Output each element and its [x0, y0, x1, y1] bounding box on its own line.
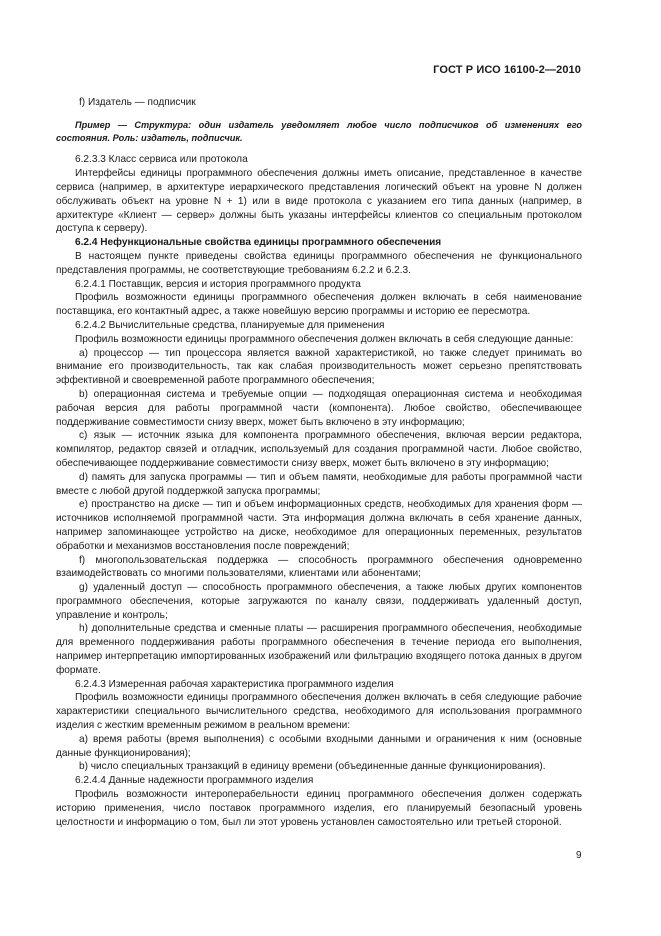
section-heading: 6.2.3.3 Класс сервиса или протокола — [75, 154, 248, 166]
paragraph: g) удаленный доступ — способность программного обеспечения, а также любых других компонентов программного обеспечения, которые загружаются по каналу связи, поддерживать удаленный доступ, управление и контроль; — [56, 582, 582, 621]
paragraph: Профиль возможности интероперабельности единиц программного обеспечения должен содержать историю применения, число поставок программного изделия, его планируемый безопасный уровень целостности и информацию о том, был ли этот уровень установлен самостоятельно или третьей стороной. — [56, 789, 582, 828]
section-heading: 6.2.4.4 Данные надежности программного изделия — [75, 775, 314, 787]
paragraph: c) язык — источник языка для компонента программного обеспечения, включая версии редактора, компилятор, редактор связей и отладчик, используемый для создания программной части. Любое свойство, обеспечивающее поддерживание совместимости снизу вверх, может быть включено в эту информацию; — [56, 430, 582, 469]
paragraph: b) операционная система и требуемые опции — подходящая операционная система и необходимая рабочая версия для работы программной части (компонента). Любое свойство, обеспечивающее поддерживание совместимости снизу вверх, может быть включено в эту информацию; — [56, 388, 582, 428]
paragraph: f) многопользовательская поддержка — способность программного обеспечения одновременно взаимодействовать со многими пользователями, клиентами или абонентами; — [56, 554, 582, 580]
paragraph: b) число специальных транзакций в единицу времени (объединенные данные функционирования). — [79, 761, 546, 773]
section-heading: 6.2.4 Нефункциональные свойства единицы программного обеспечения — [75, 237, 442, 249]
paragraph: Профиль возможности единицы программного обеспечения должен включать в себя наименование поставщика, его контактный адрес, а также новейшую версию программы и историю ее пересмотра. — [56, 292, 582, 318]
paragraph: Интерфейсы единицы программного обеспечения должны иметь описание, представленное в качестве сервиса (например, в архитектуре иерархического представления логический объект на уровне N должен обслуживать объект на уровне N + 1) или в виде протокола с указанием его типа данных (например, в архитектуре «Клиент — сервер» должны быть указаны интерфейсы клиентов со специальным протоколом доступа к серверу). — [56, 168, 582, 235]
section-heading: 6.2.4.3 Измеренная рабочая характеристика программного изделия — [75, 678, 394, 690]
section-heading: 6.2.4.1 Поставщик, версия и история программного продукта — [75, 278, 361, 290]
document-body — [56, 96, 582, 829]
example-note: Пример — Структура: один издатель уведомляет любое число подписчиков об изменениях его состояния. Роль: издатель, подписчик. — [56, 119, 582, 143]
paragraph: h) дополнительные средства и сменные платы — расширения программного обеспечения, необходимые для временного поддерживания работы программного обеспечения в течение периода его выполнения, например интерпретацию импортированных изображений или фильтрацию входящего потока данных в другом формате. — [56, 623, 582, 676]
paragraph: d) память для запуска программы — тип и объем памяти, необходимые для работы программной части вместе с любой другой поддержкой запуска программы; — [56, 471, 582, 497]
paragraph: a) время работы (время выполнения) с особыми входными данными и ограничения к ним (основные данные функционирования); — [56, 733, 582, 759]
paragraph: В настоящем пункте приведены свойства единицы программного обеспечения не функционального представления программы, не соответствующие требованиям 6.2.2 и 6.2.3. — [56, 250, 582, 276]
page-number: 9 — [576, 850, 582, 861]
paragraph: Профиль возможности единицы программного обеспечения должен включать в себя следующие рабочие характеристики специального вычислительного средства, необходимого для использования программного изделия с жестким временным режимом в реальном времени: — [56, 692, 582, 732]
section-heading: 6.2.4.2 Вычислительные средства, планируемые для применения — [75, 319, 385, 331]
paragraph: e) пространство на диске — тип и объем информационных средств, необходимых для хранения форм — источников исполняемой программной части. Эта информация должна включать в себя хранение данных, например запоминающее устройство на диске, необходимое для операционных переменных, результатов обработки и механизмов восстановления после повреждений; — [56, 499, 582, 552]
paragraph: f) Издатель — подписчик — [79, 97, 196, 108]
document-code: ГОСТ Р ИСО 16100-2—2010 — [433, 64, 581, 76]
paragraph: a) процессор — тип процессора является важной характеристикой, но также следует принимать во внимание его производительность, так как слабая производительность может серьезно препятствовать эффективной и своевременной работе программного обеспечения; — [56, 347, 582, 387]
paragraph: Профиль возможности единицы программного обеспечения должен включать в себя следующие данные: — [75, 333, 574, 345]
